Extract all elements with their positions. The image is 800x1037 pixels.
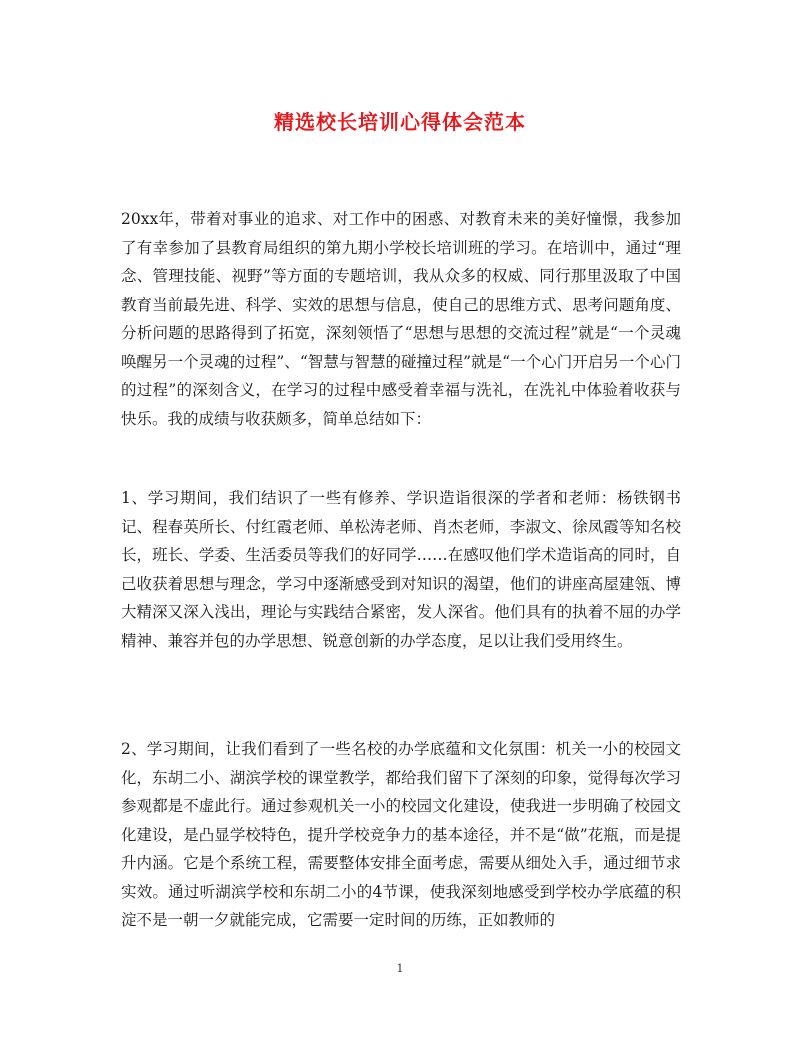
page-number: 1 [396,962,404,975]
paragraph-intro: 20xx年，带着对事业的追求、对工作中的困惑、对教育未来的美好憧憬，我参加了有幸参加了县教育局组织的第九期小学校长培训班的学习。在培训中，通过“理念、管理技能、视野”等方面的专题培训，我从众多的权威、同行那里汲取了中国教育当前最先进、科学、实效的思想与信息，使自己的思维方式、思考问题角度、分析问题的思路得到了拓宽，深刻领悟了“思想与思想的交流过程”就是“一个灵魂唤醒另一个灵魂的过程”、“智慧与智慧的碰撞过程”就是“一个心门开启另一个心门的过程”的深刻含义，在学习的过程中感受着幸福与洗礼，在洗礼中体验着收获与快乐。我的成绩与收获颇多，简单总结如下： [121,210,681,428]
paragraph-point-1: 1、学习期间，我们结识了一些有修养、学识造诣很深的学者和老师：杨铁钢书记、程春英所长、付红霞老师、单松涛老师、肖杰老师，李淑文、徐凤霞等知名校长，班长、学委、生活委员等我们的好同学……在感叹他们学术造诣高的同时，自己收获着思想与理念，学习中逐渐感受到对知识的渴望，他们的讲座高屋建瓴、博大精深又深入浅出，理论与实践结合紧密，发人深省。他们具有的执着不屈的办学精神、兼容并包的办学思想、锐意创新的办学态度，足以让我们受用终生。 [121,489,681,650]
document-title: 精选校长培训心得体会范本 [274,110,526,134]
paragraph-point-2: 2、学习期间，让我们看到了一些名校的办学底蕴和文化氛围：机关一小的校园文化，东胡二小、湖滨学校的课堂教学，都给我们留下了深刻的印象，觉得每次学习参观都是不虚此行。通过参观机关一小的校园文化建设，使我进一步明确了校园文化建设，是凸显学校特色，提升学校竞争力的基本途径，并不是“做”花瓶，而是提升内涵。它是个系统工程，需要整体安排全面考虑，需要从细处入手，通过细节求实效。通过听湖滨学校和东胡二小的4节课，使我深刻地感受到学校办学底蕴的积淀不是一朝一夕就能完成，它需要一定时间的历练，正如教师的 [121,740,681,929]
